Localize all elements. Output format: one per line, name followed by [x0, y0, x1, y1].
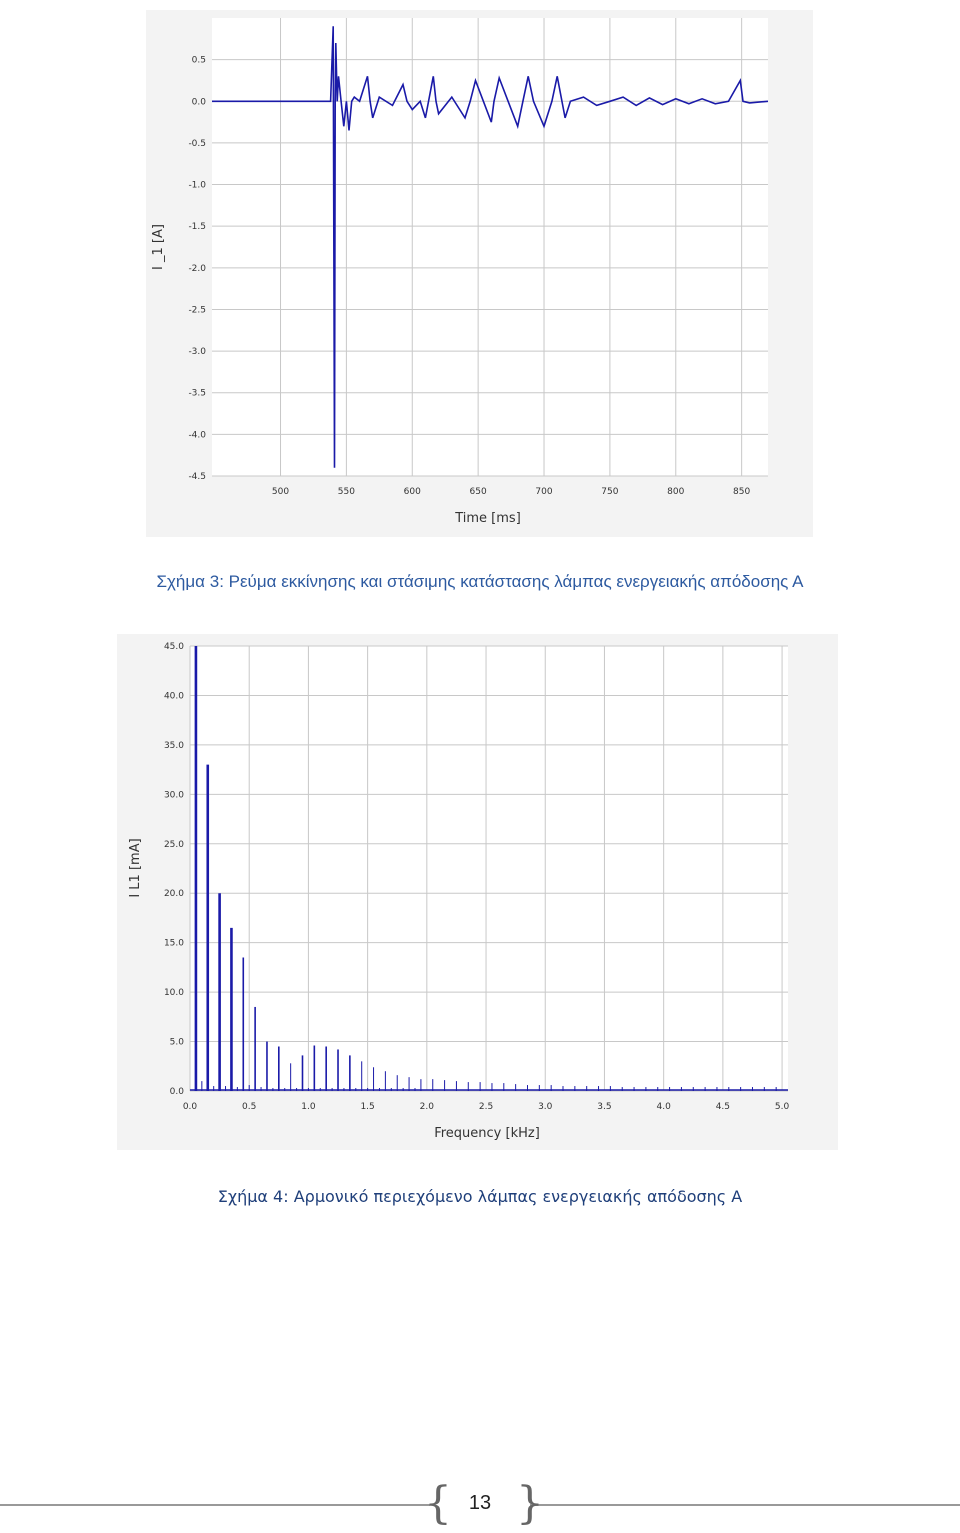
x-tick-label: 0.0: [182, 1102, 198, 1112]
y-tick-label: -4.0: [188, 430, 206, 441]
figure-harmonic-content: [117, 634, 838, 1150]
y-tick-label: 15.0: [163, 938, 184, 949]
y-tick-label: -2.5: [188, 305, 206, 316]
y-tick-label: 0.0: [169, 1087, 184, 1097]
x-axis-label: Frequency [kHz]: [434, 1126, 540, 1141]
x-tick-label: 600: [403, 487, 421, 497]
x-tick-label: 500: [271, 487, 290, 497]
figure-startup-current: [146, 10, 813, 537]
y-tick-label: -3.5: [188, 388, 206, 399]
y-tick-label: 0.0: [191, 97, 206, 108]
x-tick-label: 0.5: [242, 1102, 257, 1112]
y-axis-label: I _1 [A]: [151, 224, 166, 270]
y-tick-label: 30.0: [163, 790, 184, 801]
y-tick-label: 45.0: [163, 642, 184, 652]
y-tick-label: 5.0: [169, 1037, 184, 1048]
x-tick-label: 700: [535, 487, 553, 497]
figure-caption-3: Σχήμα 3: Ρεύμα εκκίνησης και στάσιμης κατάστασης λάμπας ενεργειακής απόδοσης Α: [156, 572, 804, 591]
x-tick-label: 850: [733, 487, 751, 497]
x-tick-label: 550: [337, 487, 355, 497]
y-tick-label: -3.0: [188, 347, 206, 358]
y-tick-label: -1.5: [188, 222, 206, 233]
y-tick-label: -2.0: [188, 263, 206, 274]
y-tick-label: 10.0: [163, 988, 184, 999]
y-tick-label: 35.0: [163, 740, 184, 751]
y-axis-label: I L1 [mA]: [128, 838, 143, 898]
figure-caption-4: Σχήμα 4: Αρμονικό περιεχόμενο λάμπας ενεργειακής απόδοσης Α: [217, 1187, 743, 1206]
y-tick-label: -0.5: [188, 138, 206, 149]
page-number: 13: [468, 1492, 492, 1514]
x-tick-label: 4.0: [656, 1102, 671, 1112]
y-tick-label: -4.5: [188, 472, 206, 482]
y-tick-label: 0.5: [191, 55, 206, 66]
x-tick-label: 3.5: [597, 1102, 612, 1112]
x-tick-label: 650: [469, 487, 487, 497]
plot-area: [190, 646, 788, 1091]
x-tick-label: 800: [667, 487, 685, 497]
x-tick-label: 3.0: [538, 1102, 553, 1112]
y-tick-label: 20.0: [163, 889, 184, 900]
x-axis-label: Time [ms]: [455, 511, 521, 526]
x-tick-label: 1.5: [360, 1102, 375, 1112]
harmonic-spectrum-chart: [117, 634, 838, 1150]
x-tick-label: 5.0: [774, 1102, 790, 1112]
x-tick-label: 2.5: [478, 1102, 494, 1112]
footer-rule-left: [0, 1504, 430, 1506]
x-tick-label: 750: [601, 487, 619, 497]
footer-brace-right: }: [516, 1478, 544, 1529]
y-tick-label: 40.0: [163, 691, 184, 702]
x-tick-label: 4.5: [715, 1102, 731, 1112]
footer-rule-right: [530, 1504, 960, 1506]
plot-area: [212, 18, 768, 476]
startup-current-chart: [146, 10, 813, 537]
x-tick-label: 1.0: [301, 1102, 316, 1112]
y-tick-label: -1.0: [188, 180, 206, 191]
y-tick-label: 25.0: [163, 839, 184, 850]
x-tick-label: 2.0: [419, 1102, 434, 1112]
footer-brace-left: {: [424, 1478, 452, 1529]
